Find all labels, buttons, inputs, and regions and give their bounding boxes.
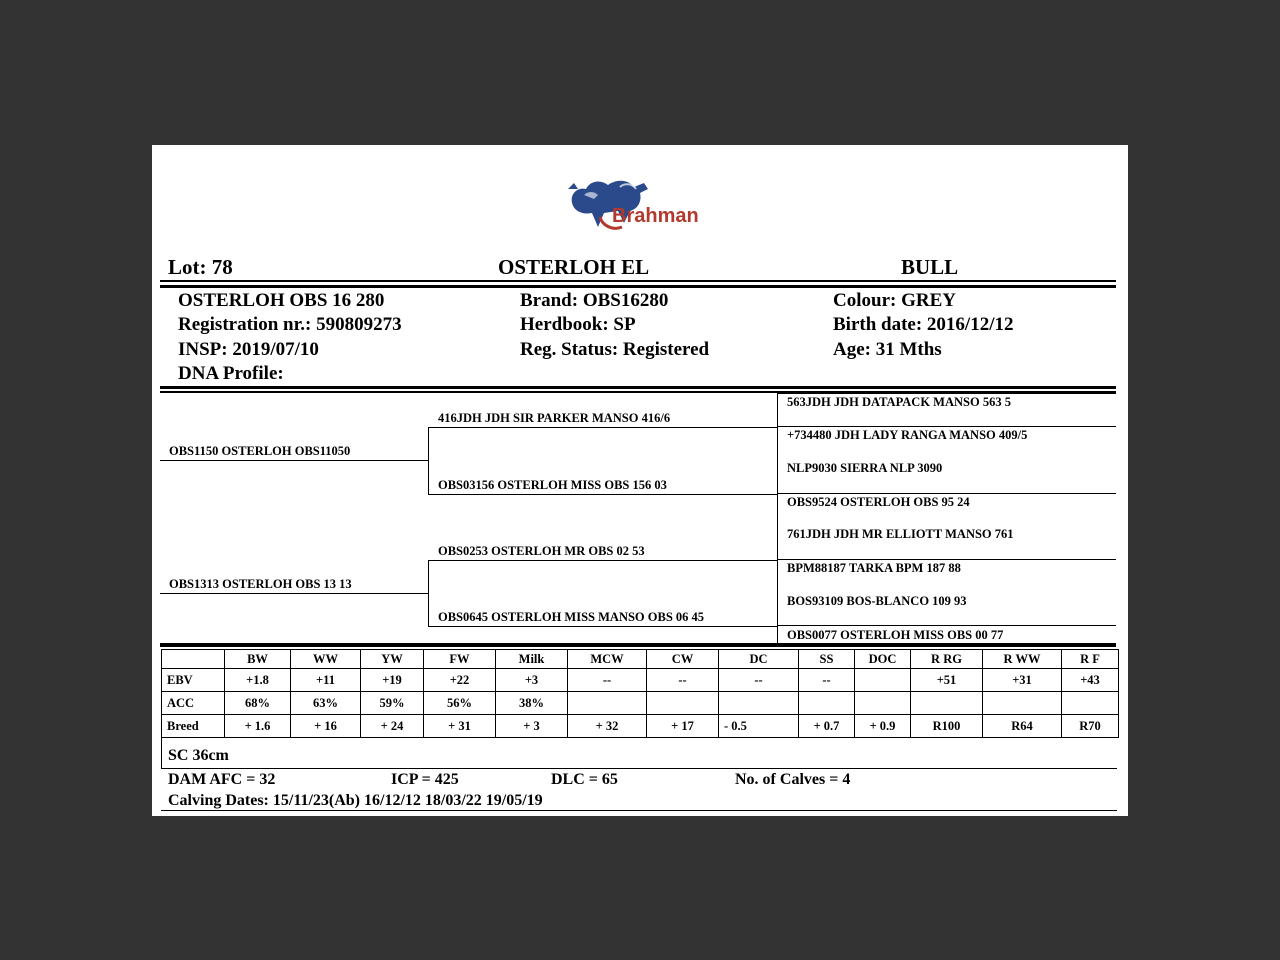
header-cell: CW — [647, 650, 719, 669]
header-divider-bottom — [160, 285, 1116, 288]
table-cell — [799, 692, 855, 715]
brand: Brand: OBS16280 — [520, 290, 669, 311]
age: Age: 31 Mths — [833, 339, 942, 360]
table-cell: -- — [719, 669, 799, 692]
footer-divider — [161, 768, 1117, 769]
table-cell: +31 — [983, 669, 1062, 692]
pedigree-line — [160, 460, 428, 461]
pedigree-line — [777, 426, 1116, 427]
header-cell: R F — [1062, 650, 1119, 669]
footer-border — [161, 719, 162, 768]
table-cell: +3 — [496, 669, 568, 692]
table-cell — [719, 692, 799, 715]
pedigree-line — [428, 560, 429, 626]
table-row — [162, 692, 1119, 715]
animal-id: OSTERLOH OBS 16 280 — [178, 290, 385, 311]
table-row — [162, 715, 1119, 738]
pedigree-dam-dam: OBS0645 OSTERLOH MISS MANSO OBS 06 45 — [438, 610, 705, 624]
pedigree-gen3-5: 761JDH JDH MR ELLIOTT MANSO 761 — [787, 527, 1014, 541]
pedigree-gen3-6: BPM88187 TARKA BPM 187 88 — [787, 561, 961, 575]
lot-card — [152, 145, 1128, 816]
header-cell: Milk — [496, 650, 568, 669]
row-label: ACC — [162, 692, 225, 715]
table-cell: R70 — [1062, 715, 1119, 738]
header-cell: DC — [719, 650, 799, 669]
table-cell: -- — [799, 669, 855, 692]
table-cell — [568, 692, 647, 715]
footer-bottom-line — [161, 810, 1117, 811]
table-cell: + 31 — [424, 715, 496, 738]
header-cell — [162, 650, 225, 669]
row-label: Breed — [162, 715, 225, 738]
lot-number: Lot: 78 — [168, 255, 233, 279]
dna-profile: DNA Profile: — [178, 363, 284, 384]
pedigree-dam: OBS1313 OSTERLOH OBS 13 13 — [169, 577, 352, 591]
header-cell: SS — [799, 650, 855, 669]
table-cell: + 17 — [647, 715, 719, 738]
table-cell — [1062, 692, 1119, 715]
registration-number: Registration nr.: 590809273 — [178, 314, 402, 335]
herdbook: Herdbook: SP — [520, 314, 636, 335]
pedigree-line — [777, 393, 1116, 394]
table-cell: +43 — [1062, 669, 1119, 692]
header-cell: DOC — [855, 650, 911, 669]
animal-sex: BULL — [901, 255, 959, 279]
pedigree-line — [777, 527, 778, 593]
logo-text: Brahman — [612, 205, 699, 227]
dlc: DLC = 65 — [551, 771, 618, 788]
pedigree-gen3-3: NLP9030 SIERRA NLP 3090 — [787, 461, 943, 475]
table-cell — [855, 692, 911, 715]
dam-afc: DAM AFC = 32 — [168, 771, 276, 788]
header-cell: R RG — [911, 650, 983, 669]
header-cell: BW — [225, 650, 291, 669]
pedigree-line — [777, 559, 1116, 560]
pedigree-line — [160, 593, 428, 594]
table-cell — [983, 692, 1062, 715]
pedigree-sire-dam: OBS03156 OSTERLOH MISS OBS 156 03 — [438, 478, 667, 492]
pedigree-gen3-8: OBS0077 OSTERLOH MISS OBS 00 77 — [787, 628, 1004, 642]
pedigree-line — [428, 560, 777, 561]
pedigree-gen3-4: OBS9524 OSTERLOH OBS 95 24 — [787, 495, 970, 509]
table-cell: -- — [568, 669, 647, 692]
table-cell: +1.8 — [225, 669, 291, 692]
table-cell: - 0.5 — [719, 715, 799, 738]
animal-name: OSTERLOH EL — [498, 255, 650, 279]
inspection-date: INSP: 2019/07/10 — [178, 339, 319, 360]
pedigree-line — [777, 625, 1116, 626]
pedigree-line — [777, 493, 1116, 494]
table-cell: + 16 — [291, 715, 361, 738]
number-of-calves: No. of Calves = 4 — [735, 771, 851, 788]
table-cell: + 3 — [496, 715, 568, 738]
pedigree-line — [428, 427, 429, 494]
header-cell: R WW — [983, 650, 1062, 669]
table-cell: 68% — [225, 692, 291, 715]
icp: ICP = 425 — [391, 771, 459, 788]
pedigree-gen3-1: 563JDH JDH DATAPACK MANSO 563 5 — [787, 395, 1011, 409]
table-cell: R64 — [983, 715, 1062, 738]
table-cell: + 32 — [568, 715, 647, 738]
header-cell: MCW — [568, 650, 647, 669]
table-cell: +11 — [291, 669, 361, 692]
calving-dates: Calving Dates: 15/11/23(Ab) 16/12/12 18/03/22 19/05/19 — [168, 792, 543, 809]
table-cell — [855, 669, 911, 692]
table-cell: + 0.9 — [855, 715, 911, 738]
header-divider-top — [160, 280, 1116, 282]
table-cell: 56% — [424, 692, 496, 715]
table-cell: + 24 — [361, 715, 424, 738]
pedigree-gen3-7: BOS93109 BOS-BLANCO 109 93 — [787, 594, 967, 608]
table-row — [162, 669, 1119, 692]
pedigree-sire-sire: 416JDH JDH SIR PARKER MANSO 416/6 — [438, 411, 671, 425]
table-cell: +19 — [361, 669, 424, 692]
header-cell: FW — [424, 650, 496, 669]
ebv-header-row — [162, 650, 1119, 669]
pedigree-line — [428, 427, 777, 428]
birth-date: Birth date: 2016/12/12 — [833, 314, 1014, 335]
pedigree-line — [777, 593, 778, 645]
table-cell: 59% — [361, 692, 424, 715]
header-cell: WW — [291, 650, 361, 669]
pedigree-sire: OBS1150 OSTERLOH OBS11050 — [169, 444, 351, 458]
pedigree-line — [428, 626, 777, 627]
table-cell: +22 — [424, 669, 496, 692]
table-cell — [911, 692, 983, 715]
pedigree-dam-sire: OBS0253 OSTERLOH MR OBS 02 53 — [438, 544, 645, 558]
info-divider-top — [160, 386, 1116, 389]
brahman-logo — [564, 165, 714, 237]
registration-status: Reg. Status: Registered — [520, 339, 710, 360]
header-cell: YW — [361, 650, 424, 669]
table-cell: + 0.7 — [799, 715, 855, 738]
row-label: EBV — [162, 669, 225, 692]
colour: Colour: GREY — [833, 290, 956, 311]
table-cell: +51 — [911, 669, 983, 692]
table-cell: 38% — [496, 692, 568, 715]
table-cell — [647, 692, 719, 715]
scrotal-circumference: SC 36cm — [168, 747, 229, 764]
table-cell: R100 — [911, 715, 983, 738]
table-cell: + 1.6 — [225, 715, 291, 738]
table-divider — [160, 643, 1116, 647]
pedigree-gen3-2: +734480 JDH LADY RANGA MANSO 409/5 — [787, 428, 1028, 442]
table-cell: 63% — [291, 692, 361, 715]
ebv-table — [161, 649, 1119, 738]
pedigree-line — [428, 494, 777, 495]
table-cell: -- — [647, 669, 719, 692]
